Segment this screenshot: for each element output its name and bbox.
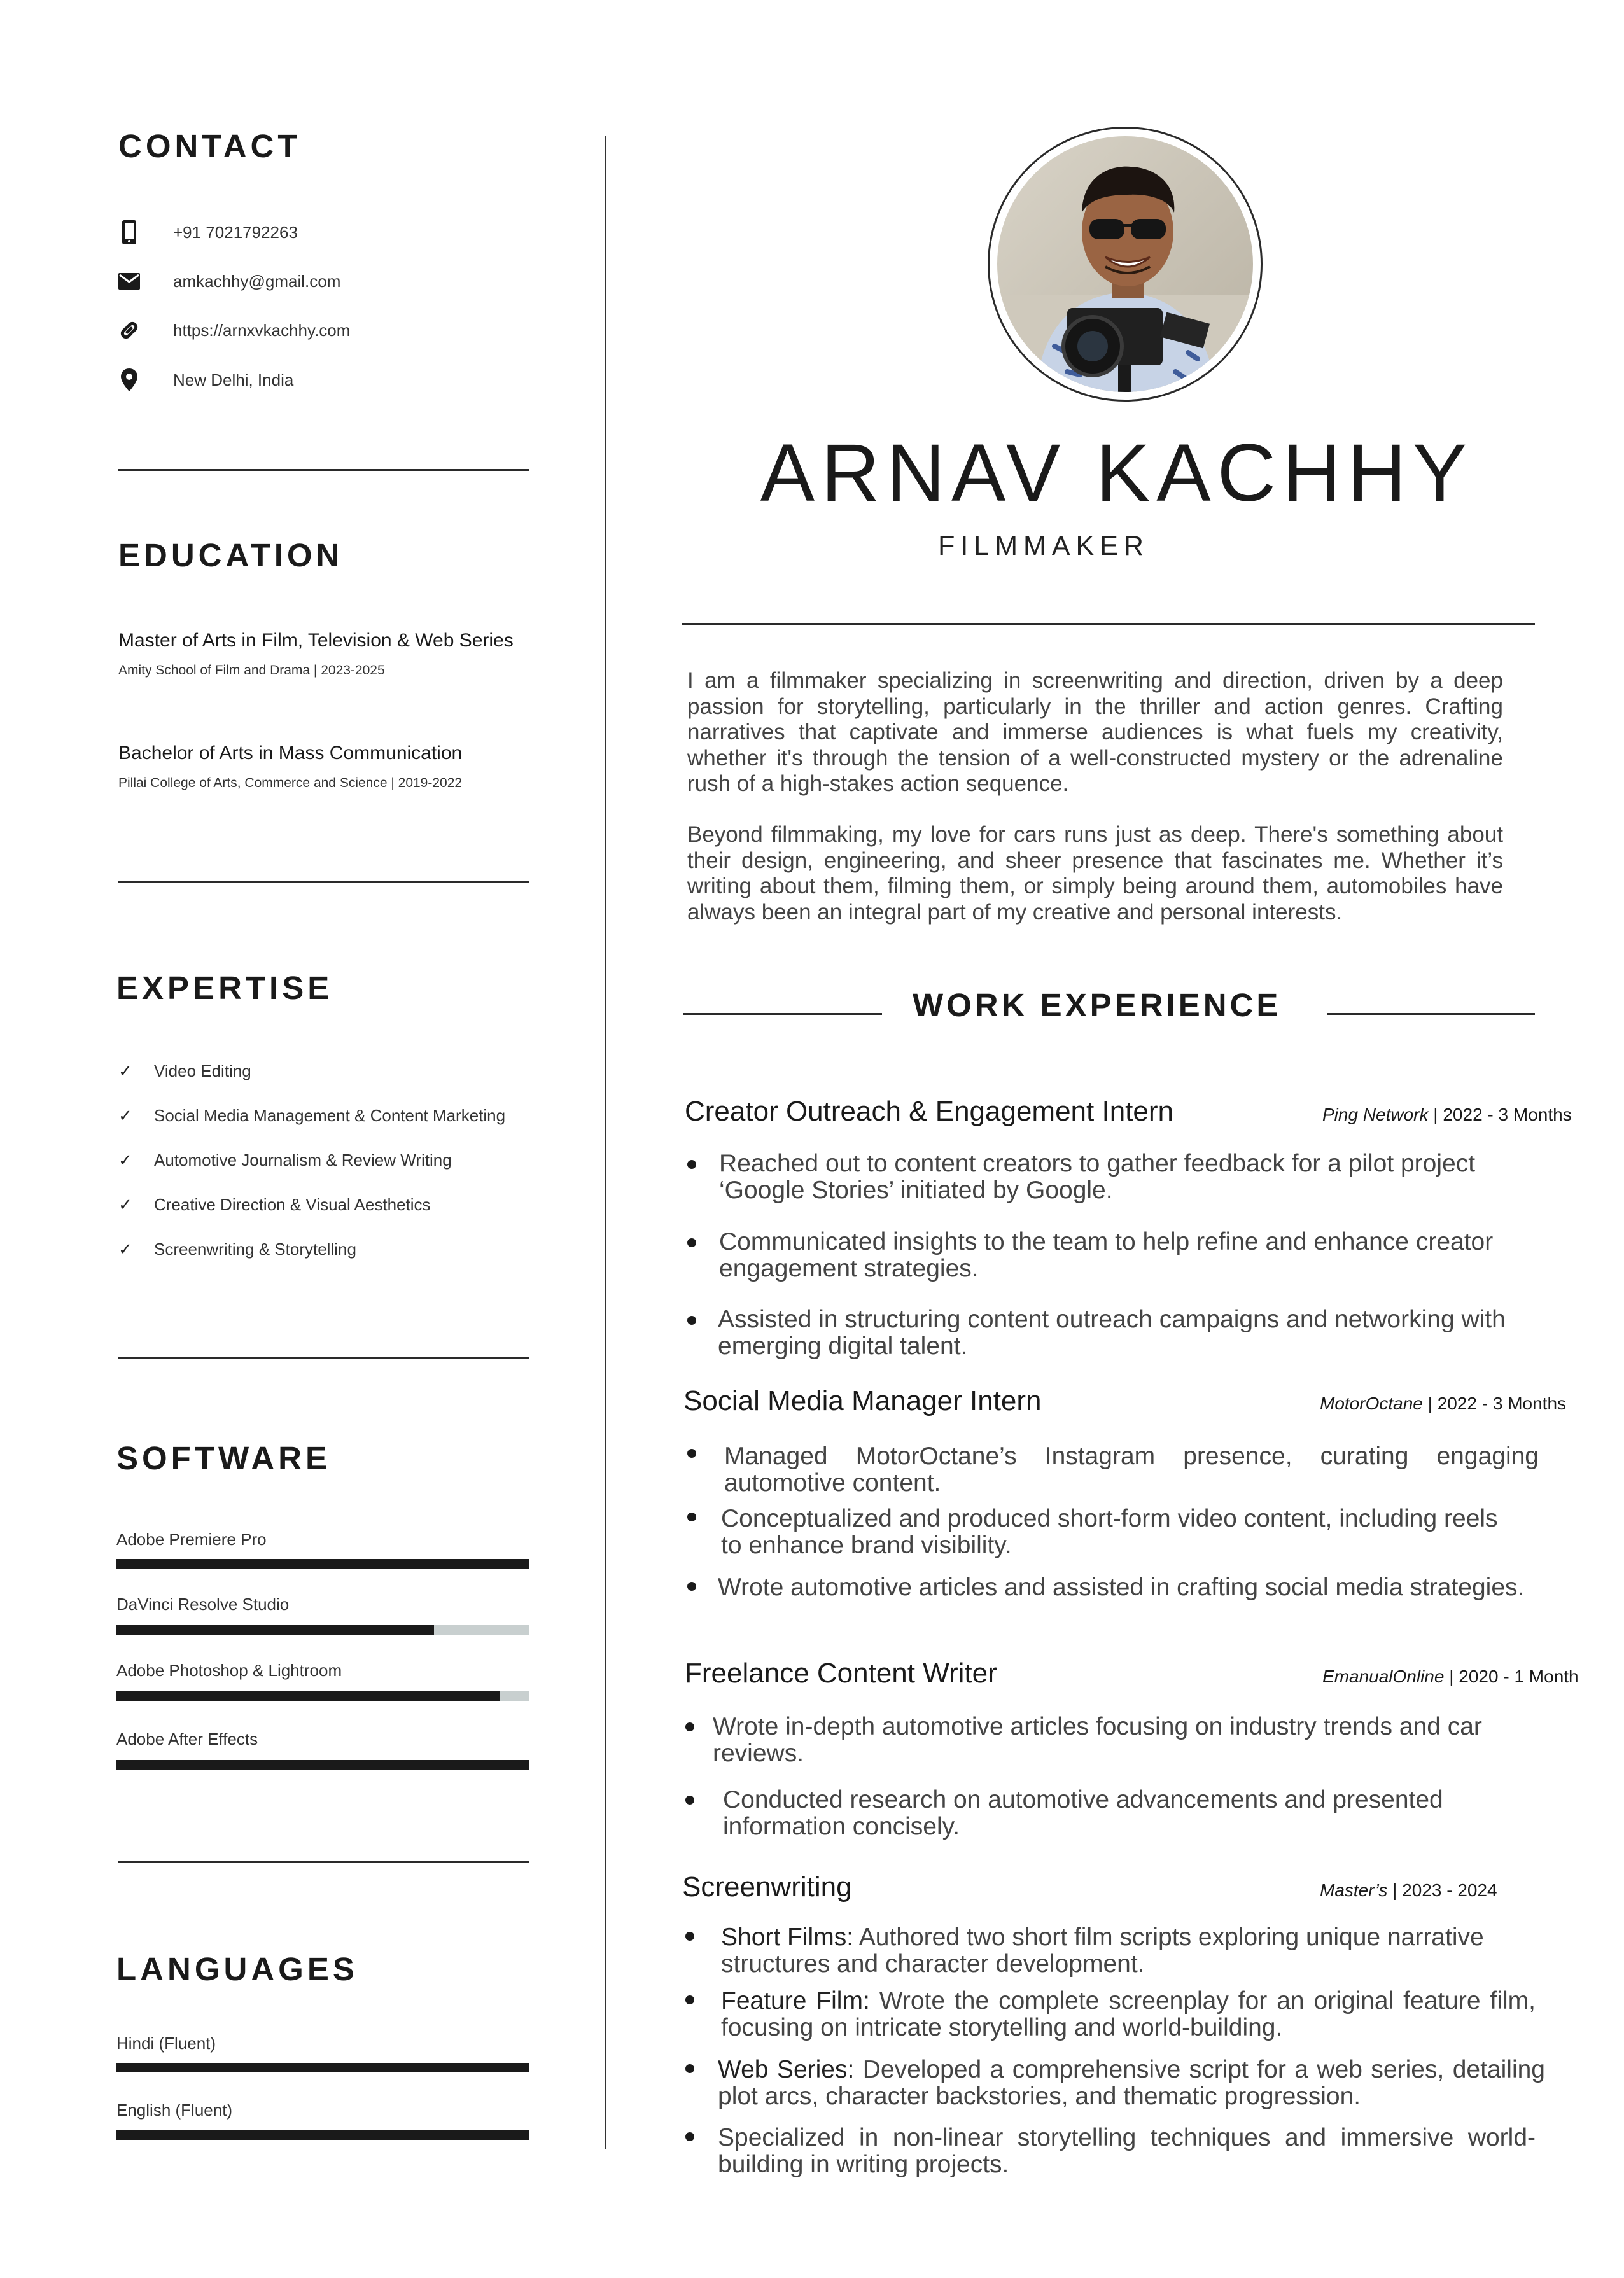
job-period: | 2022 - 3 Months — [1422, 1394, 1567, 1413]
job-bullet: Communicated insights to the team to help refine and enhance creator engagement strategies. — [719, 1228, 1494, 1282]
job-bullet: Assisted in structuring content outreach campaigns and networking with emerging digital talent. — [718, 1306, 1506, 1360]
bullet-dot — [685, 1796, 694, 1805]
job-meta — [1320, 1880, 1497, 1901]
contact-phone — [118, 216, 298, 248]
job-period: | 2020 - 1 Month — [1444, 1667, 1579, 1686]
job-meta — [1322, 1667, 1579, 1687]
bullet-dot — [687, 1160, 696, 1169]
about-paragraph: Beyond filmmaking, my love for cars runs just as deep. There's something about their design, engineering, and sheer presence that fascinates me. Whether it’s writing about them, filming them, or simply being around them, automobiles have always been an integral part of my creative and personal interests. — [687, 822, 1503, 925]
company-name: MotorOctane — [1320, 1394, 1423, 1413]
bullet-lead: Feature Film: — [721, 1987, 870, 2015]
skill-bar — [116, 1625, 529, 1635]
divider — [118, 469, 529, 471]
job-title: Social Media Manager Intern — [683, 1385, 1042, 1416]
expertise-item: ✓ Social Media Management & Content Marketing — [118, 1105, 506, 1125]
checkmark-icon: ✓ — [118, 1061, 132, 1080]
job-bullet: Wrote in-depth automotive articles focusing on industry trends and car reviews. — [713, 1713, 1482, 1767]
job-meta — [1322, 1105, 1572, 1125]
skill-label: Adobe Premiere Pro — [116, 1530, 267, 1549]
language-label: Hindi (Fluent) — [116, 2034, 216, 2053]
bullet-dot — [685, 2132, 694, 2141]
contact-location — [118, 364, 294, 396]
candidate-name — [687, 428, 1546, 519]
bullet-lead: Short Films: — [721, 1924, 854, 1951]
company-name: Ping Network — [1322, 1105, 1429, 1124]
phone-icon — [118, 220, 140, 245]
skill-label: DaVinci Resolve Studio — [116, 1595, 290, 1614]
company-name: Master’s — [1320, 1880, 1388, 1900]
divider — [683, 1013, 882, 1015]
bullet-dot — [687, 1513, 696, 1521]
bullet-dot — [685, 1995, 694, 2004]
skill-label: Adobe After Effects — [116, 1729, 258, 1749]
divider — [118, 1357, 529, 1359]
job-bullet: Web Series: Developed a comprehensive script for a web series, detailing plot arcs, character backstories, and thematic progression. — [718, 2056, 1545, 2110]
checkmark-icon: ✓ — [118, 1239, 132, 1259]
bullet-dot — [687, 1449, 696, 1458]
job-bullet: Managed MotorOctane’s Instagram presence, curating engaging automotive content. — [724, 1443, 1539, 1497]
expertise-item: ✓ Automotive Journalism & Review Writing — [118, 1150, 452, 1170]
job-bullet: Short Films: Authored two short film scripts exploring unique narrative structures and character development. — [721, 1924, 1484, 1978]
job-bullet: Conducted research on automotive advancements and presented information concisely. — [723, 1786, 1443, 1840]
skill-bar — [116, 1691, 529, 1701]
education-school: Amity School of Film and Drama | 2023-2025 — [118, 663, 385, 678]
phone-text: +91 7021792263 — [173, 222, 298, 242]
column-divider — [605, 136, 606, 2149]
contact-email — [118, 265, 341, 297]
divider — [682, 623, 1535, 625]
contact-website — [118, 314, 351, 346]
expertise-item: ✓ Video Editing — [118, 1061, 251, 1080]
bullet-dot — [687, 1316, 696, 1325]
job-bullet: Feature Film: Wrote the complete screenplay for an original feature film, focusing on intricate storytelling and world-building. — [721, 1987, 1536, 2041]
email-icon — [118, 269, 140, 294]
work-experience-heading: WORK EXPERIENCE — [913, 987, 1282, 1023]
job-role: FILMMAKER — [938, 531, 1149, 561]
expertise-item: ✓ Creative Direction & Visual Aesthetics — [118, 1194, 431, 1214]
job-bullet: Reached out to content creators to gather feedback for a pilot project ‘Google Stories’ initiated by Google. — [719, 1150, 1476, 1204]
job-title: Screenwriting — [682, 1871, 852, 1903]
first-name: ARNAV — [760, 428, 1067, 519]
about-paragraph: I am a filmmaker specializing in screenwriting and direction, driven by a deep passion for storytelling, particularly in the thriller and action genres. Crafting narratives that captivate and immerse audiences is what fuels my creativity, whether it's through the tension of a well-constructed mystery or the adrenaline rush of a high-stakes action sequence. — [687, 668, 1503, 796]
education-heading: EDUCATION — [118, 537, 344, 573]
language-label: English (Fluent) — [116, 2100, 233, 2120]
job-period: | 2022 - 3 Months — [1428, 1105, 1572, 1124]
education-school: Pillai College of Arts, Commerce and Science | 2019-2022 — [118, 776, 463, 790]
job-title: Freelance Content Writer — [685, 1658, 997, 1689]
bullet-dot — [687, 1582, 696, 1591]
skill-label: Adobe Photoshop & Lightroom — [116, 1661, 342, 1680]
expertise-heading: EXPERTISE — [116, 970, 333, 1006]
last-name: KACHHY — [1095, 428, 1474, 519]
job-bullet: Specialized in non-linear storytelling techniques and immersive world-building in writing projects. — [718, 2124, 1536, 2178]
website-link[interactable]: https://arnxvkachhy.com — [173, 320, 351, 340]
location-pin-icon — [118, 367, 140, 393]
language-bar — [116, 2130, 529, 2140]
location-text: New Delhi, India — [173, 370, 294, 389]
contact-heading: CONTACT — [118, 128, 302, 164]
job-period: | 2023 - 2024 — [1387, 1880, 1497, 1900]
checkmark-icon: ✓ — [118, 1150, 132, 1170]
divider — [118, 881, 529, 883]
divider — [1327, 1013, 1535, 1015]
link-icon — [118, 318, 140, 343]
education-degree: Master of Arts in Film, Television & Web Series — [118, 630, 514, 651]
checkmark-icon: ✓ — [118, 1194, 132, 1214]
education-degree: Bachelor of Arts in Mass Communication — [118, 743, 463, 764]
avatar — [997, 136, 1253, 392]
expertise-item: ✓ Screenwriting & Storytelling — [118, 1239, 356, 1259]
job-bullet: Wrote automotive articles and assisted in crafting social media strategies. — [718, 1574, 1525, 1601]
job-meta — [1320, 1394, 1566, 1414]
skill-bar — [116, 1760, 529, 1770]
job-bullet: Conceptualized and produced short-form video content, including reels to enhance brand visibility. — [721, 1505, 1498, 1559]
bullet-dot — [685, 2064, 694, 2073]
email-link[interactable]: amkachhy@gmail.com — [173, 271, 341, 291]
job-title: Creator Outreach & Engagement Intern — [685, 1096, 1173, 1127]
bullet-dot — [687, 1238, 696, 1247]
bullet-lead: Web Series: — [718, 2056, 855, 2083]
divider — [118, 1861, 529, 1863]
checkmark-icon: ✓ — [118, 1105, 132, 1125]
skill-bar — [116, 1559, 529, 1569]
language-bar — [116, 2063, 529, 2072]
languages-heading: LANGUAGES — [116, 1951, 358, 1987]
company-name: EmanualOnline — [1322, 1667, 1445, 1686]
software-heading: SOFTWARE — [116, 1440, 331, 1476]
bullet-dot — [685, 1932, 694, 1941]
bullet-dot — [685, 1722, 694, 1731]
